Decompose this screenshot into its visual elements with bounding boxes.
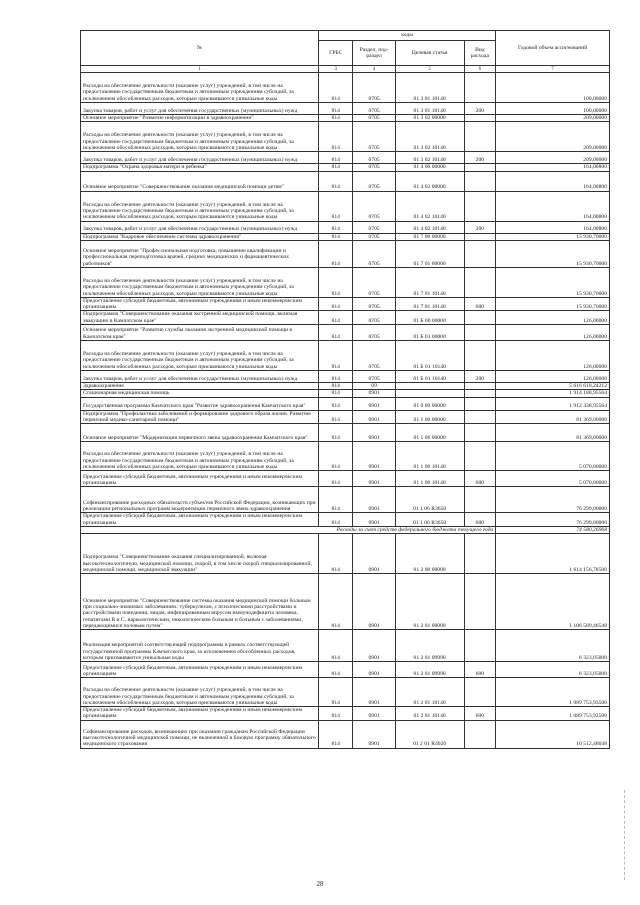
row-target-item: 01 3 02 10140 [395,152,464,164]
row-expense-type [464,678,496,707]
row-amount: 5 616 618,24212 [496,383,610,390]
row-expense-type [464,534,496,574]
row-grbs: 814 [319,534,353,574]
table-row [81,240,610,267]
note-amount: 74 580,26968 [496,526,610,533]
row-amount: 100,00000 [496,73,610,103]
row-section: 0705 [353,267,395,297]
row-name: Здравоохранение [81,383,319,390]
row-grbs: 814 [319,171,353,191]
row-amount: 1 614 156,78500 [496,534,610,574]
row-grbs: 814 [319,341,353,371]
row-grbs: 814 [319,513,353,527]
row-expense-type: 200 [464,152,496,164]
row-grbs: 814 [319,311,353,325]
row-expense-type [464,410,496,424]
row-grbs: 814 [319,410,353,424]
column-number-row [81,66,610,73]
row-section: 0901 [353,707,395,721]
row-grbs: 814 [319,122,353,152]
row-section: 0901 [353,534,395,574]
row-amount: 1 089 753,93500 [496,707,610,721]
row-section: 0901 [353,574,395,630]
row-target-item: 01 2 01 09990 [395,662,464,678]
row-expense-type: 200 [464,221,496,233]
row-amount: 1 089 753,93500 [496,678,610,707]
row-target-item: 01 3 02 00000 [395,115,464,122]
table-row [81,424,610,442]
row-name: Софинансирование расходов, возникающих при оказании гражданам Российской Федерации высокотехнологичной медицинской помощи, не включенной в базовую программу обязательного медицинского страхования [81,720,319,748]
row-section: 0705 [353,152,395,164]
row-expense-type: 600 [464,513,496,527]
table-row [81,152,610,164]
row-name: Предоставление субсидий бюджетным, автономным учреждениям и иным некоммерческим организациям [81,297,319,311]
row-amount: 6 323,05000 [496,630,610,662]
header-expense-type: Вид расхода [464,41,496,66]
row-section: 0705 [353,325,395,341]
table-row [81,122,610,152]
table-row [81,410,610,424]
row-amount: 126,00000 [496,325,610,341]
table-row [81,574,610,630]
row-grbs: 814 [319,397,353,410]
column-number: 1 [81,66,319,73]
table-row [81,171,610,191]
row-expense-type: 600 [464,707,496,721]
row-name: Основное мероприятие "Совершенствование оказания медицинской помощи детям" [81,171,319,191]
table-row [81,371,610,383]
row-grbs: 814 [319,442,353,471]
row-grbs: 814 [319,383,353,390]
row-name: Основное мероприятие "Совершенствование системы оказания медицинской помощи больным при социально-значимых заболеваниях: туберкулезом, с психическими расстройствами и расстройствами поведения, лицам, инфицированным вирусом иммунодефицита человека, гепатитами В и С, наркологическим, онкологическим больным и больным с заболеваниями, передающимися половым путем" [81,574,319,630]
table-row [81,707,610,721]
table-row [81,487,610,513]
row-amount: 1 106 589,46548 [496,574,610,630]
row-grbs: 814 [319,191,353,221]
row-name: Основное мероприятие "Развитие информатизации в здравоохранении" [81,115,319,122]
row-grbs: 814 [319,487,353,513]
row-grbs: 814 [319,424,353,442]
row-amount: 126,00000 [496,371,610,383]
row-section: 09 [353,383,395,390]
row-amount: 10 512,48048 [496,720,610,748]
row-section: 0901 [353,410,395,424]
row-section: 0705 [353,171,395,191]
row-name: Основное мероприятие "Развитие службы оказания экстренной медицинской помощи в Камчатском крае" [81,325,319,341]
row-section: 0901 [353,513,395,527]
table-row [81,390,610,397]
row-name: Государственная программа Камчатского края "Развитие здравоохранения Камчатского края" [81,397,319,410]
table-row [81,471,610,487]
row-target-item: 01 1 06 00000 [395,424,464,442]
row-section: 0901 [353,662,395,678]
row-expense-type [464,191,496,221]
row-name: Расходы на обеспечение деятельности (оказание услуг) учреждений, в том числе на предоставление государственным бюджетным и автономным учреждениям субсидий, за исключением обособленных расходов, которым присваиваются уникальные коды [81,73,319,103]
row-name: Расходы на обеспечение деятельности (оказание услуг) учреждений, в том числе на предоставление государственным бюджетным и автономным учреждениям субсидий, за исключением обособленных расходов, которым присваиваются уникальные коды [81,122,319,152]
row-section: 0901 [353,397,395,410]
row-name: Расходы на обеспечение деятельности (оказание услуг) учреждений, в том числе на предоставление государственным бюджетным и автономным учреждениям субсидий, за исключением обособленных расходов, которым присваиваются уникальные коды [81,267,319,297]
row-amount: 126,00000 [496,341,610,371]
row-grbs: 814 [319,152,353,164]
table-row [81,662,610,678]
row-expense-type [464,390,496,397]
row-amount: 6 323,05000 [496,662,610,678]
table-row [81,534,610,574]
row-section: 0705 [353,103,395,115]
row-target-item: 01 7 01 10140 [395,267,464,297]
row-amount: 126,00000 [496,311,610,325]
table-note-row [81,526,610,533]
table-row [81,191,610,221]
row-amount: 164,00800 [496,164,610,171]
header-section: Раздел, под-раздел [353,41,395,66]
row-amount: 1 912 438,95564 [496,397,610,410]
row-target-item: 01 1 00 00000 [395,410,464,424]
row-name: Подпрограмма "Совершенствование оказания специализированной, включая высокотехнологичную, медицинской помощи, скорой, в том числе скорой специализированной, медицинской помощи, медицинской эвакуации" [81,534,319,574]
row-target-item: 01 4 00 00000 [395,164,464,171]
row-target-item: 01 7 01 10140 [395,297,464,311]
row-expense-type [464,267,496,297]
row-amount: 164,00800 [496,221,610,233]
row-target-item [395,383,464,390]
row-target-item: 01 Б 01 00000 [395,325,464,341]
row-target-item: 01 2 01 10140 [395,707,464,721]
row-amount: 209,00000 [496,152,610,164]
row-expense-type [464,115,496,122]
row-name: Расходы на обеспечение деятельности (оказание услуг) учреждений, в том числе на предоставление государственным бюджетным и автономным учреждениям субсидий, за исключением обособленных расходов, которым присваиваются уникальные коды [81,191,319,221]
row-target-item: 01 1 06 R3650 [395,487,464,513]
row-target-item: 01 7 01 00000 [395,240,464,267]
table-row [81,115,610,122]
row-section: 0705 [353,73,395,103]
row-expense-type [464,164,496,171]
table-row [81,164,610,171]
row-target-item: 01 4 02 00000 [395,171,464,191]
row-grbs: 814 [319,390,353,397]
row-target-item: 01 3 01 10140 [395,103,464,115]
row-section: 0705 [353,341,395,371]
row-name: Расходы на обеспечение деятельности (оказание услуг) учреждений, в том числе на предоставление государственным бюджетным и автономным учреждениям субсидий, за исключением обособленных расходов, которым присваиваются уникальные коды [81,341,319,371]
row-name: Подпрограмма "Охрана здоровья матери и ребенка" [81,164,319,171]
row-expense-type: 600 [464,662,496,678]
row-section: 0705 [353,221,395,233]
row-grbs: 814 [319,678,353,707]
row-section: 0901 [353,424,395,442]
row-name: Подпрограмма "Кадровое обеспечение системы здравоохранения" [81,233,319,240]
row-name: Предоставление субсидий бюджетным, автономным учреждениям и иным некоммерческим организациям [81,707,319,721]
table-row [81,311,610,325]
header-grbs: ГРБС [319,41,353,66]
row-grbs: 814 [319,73,353,103]
row-section: 0901 [353,471,395,487]
row-expense-type [464,720,496,748]
row-section: 0901 [353,720,395,748]
header-number: № [81,31,319,66]
row-target-item: 01 Б 00 00000 [395,311,464,325]
row-amount: 164,00800 [496,171,610,191]
table-row [81,341,610,371]
column-number: 7 [496,66,610,73]
row-grbs: 814 [319,233,353,240]
row-expense-type [464,487,496,513]
margin-mark [624,790,626,880]
row-expense-type: 600 [464,297,496,311]
row-amount: 209,00000 [496,122,610,152]
row-section: 0705 [353,164,395,171]
row-expense-type [464,397,496,410]
row-expense-type [464,383,496,390]
note-text: Расходы за счет средств федерального бюджета текущего года [81,526,496,533]
row-grbs: 814 [319,471,353,487]
row-name: Подпрограмма "Профилактика заболеваний и формирование здорового образа жизни. Развитие первичной медико-санитарной помощи" [81,410,319,424]
row-name: Предоставление субсидий бюджетным, автономным учреждениям и иным некоммерческим организациям [81,471,319,487]
row-expense-type [464,424,496,442]
row-name: Расходы на обеспечение деятельности (оказание услуг) учреждений, в том числе на предоставление государственным бюджетным и автономным учреждениям субсидий, за исключением обособленных расходов, которым присваиваются уникальные коды [81,442,319,471]
row-target-item: 01 1 06 R3650 [395,513,464,527]
row-expense-type [464,233,496,240]
row-target-item: 01 0 00 00000 [395,397,464,410]
column-number: 6 [464,66,496,73]
row-target-item: 01 1 06 10140 [395,442,464,471]
row-amount: 209,00000 [496,115,610,122]
row-name: Основное мероприятие "Профессиональная подготовка, повышение квалификации и профессиональная переподготовка врачей, средних медицинских и фармацевтических работников" [81,240,319,267]
row-expense-type: 600 [464,471,496,487]
row-expense-type: 200 [464,371,496,383]
row-section: 0705 [353,233,395,240]
row-name: Стационарная медицинская помощь [81,390,319,397]
row-section: 0901 [353,442,395,471]
table-row [81,103,610,115]
row-section: 0901 [353,487,395,513]
row-expense-type [464,574,496,630]
row-amount: 15 930,70000 [496,240,610,267]
row-target-item [395,390,464,397]
row-name: Закупка товаров, работ и услуг для обеспечения государственных (муниципальных) нужд [81,371,319,383]
table-row [81,397,610,410]
row-grbs: 814 [319,325,353,341]
row-name: Подпрограмма "Совершенствование оказания экстренной медицинской помощи, включая эвакуацию в Камчатском крае" [81,311,319,325]
row-name: Софинансирование расходных обязательств субъектов Российской Федерации, возникающих при реализации региональных программ модернизации первичного звена здравоохранения [81,487,319,513]
row-target-item: 01 4 02 10140 [395,221,464,233]
row-grbs: 814 [319,115,353,122]
table-row [81,297,610,311]
row-amount: 81 369,00000 [496,410,610,424]
row-expense-type [464,122,496,152]
row-expense-type [464,325,496,341]
table-body [81,73,610,749]
row-section: 0705 [353,115,395,122]
row-expense-type: 200 [464,103,496,115]
row-amount: 164,00800 [496,191,610,221]
table-row [81,73,610,103]
row-name: Реализация мероприятий соответствующей подпрограммы в рамках соответствующей государственной программы Камчатского края, за исключением обособленных расходов, которым присваиваются уникальные коды [81,630,319,662]
row-target-item: 01 7 00 00000 [395,233,464,240]
budget-allocation-table [80,30,610,749]
row-grbs: 814 [319,574,353,630]
row-target-item: 01 2 01 09990 [395,630,464,662]
row-name: Предоставление субсидий бюджетным, автономным учреждениям и иным некоммерческим организациям [81,513,319,527]
row-expense-type [464,171,496,191]
row-target-item: 01 4 02 10140 [395,191,464,221]
row-target-item: 01 2 00 00000 [395,534,464,574]
table-row [81,221,610,233]
header-codes: коды [319,31,496,41]
row-grbs: 814 [319,164,353,171]
row-expense-type [464,341,496,371]
row-expense-type [464,442,496,471]
row-target-item: 01 3 02 10140 [395,122,464,152]
row-grbs: 814 [319,297,353,311]
row-target-item: 01 3 01 10140 [395,73,464,103]
table-row [81,233,610,240]
row-amount: 5 070,00000 [496,442,610,471]
row-grbs: 814 [319,240,353,267]
row-section: 0901 [353,630,395,662]
row-expense-type [464,240,496,267]
row-section: 0705 [353,297,395,311]
row-target-item: 01 2 01 10140 [395,678,464,707]
header-annual-amount: Годовой объем ассигнований [496,31,610,66]
row-name: Закупка товаров, работ и услуг для обеспечения государственных (муниципальных) нужд [81,103,319,115]
row-name: Расходы на обеспечение деятельности (оказание услуг) учреждений, в том числе на предоставление государственным бюджетным и автономным учреждениям субсидий, за исключением обособленных расходов, которым присваиваются уникальные коды [81,678,319,707]
row-amount: 15 930,70000 [496,267,610,297]
table-row [81,267,610,297]
row-section: 0705 [353,371,395,383]
column-number: 4 [353,66,395,73]
row-grbs: 814 [319,103,353,115]
table-row [81,678,610,707]
row-target-item: 01 2 01 R4020 [395,720,464,748]
table-row [81,325,610,341]
row-section: 0705 [353,191,395,221]
row-target-item: 01 1 06 10140 [395,471,464,487]
row-amount: 76 299,00000 [496,487,610,513]
row-section: 0901 [353,390,395,397]
row-grbs: 814 [319,630,353,662]
row-expense-type [464,311,496,325]
row-grbs: 814 [319,221,353,233]
row-grbs: 814 [319,720,353,748]
row-grbs: 814 [319,267,353,297]
row-section: 0705 [353,240,395,267]
row-grbs: 814 [319,662,353,678]
row-amount: 100,00000 [496,103,610,115]
table-row [81,630,610,662]
table-row [81,442,610,471]
row-amount: 15 930,70000 [496,297,610,311]
row-amount: 76 299,00000 [496,513,610,527]
row-amount: 15 930,70000 [496,233,610,240]
row-target-item: 01 Б 01 10140 [395,371,464,383]
row-section: 0705 [353,311,395,325]
table-row [81,720,610,748]
table-row [81,513,610,527]
table-row [81,383,610,390]
row-amount: 5 070,00000 [496,471,610,487]
row-name: Закупка товаров, работ и услуг для обеспечения государственных (муниципальных) нужд [81,221,319,233]
row-target-item: 01 2 01 00000 [395,574,464,630]
row-expense-type [464,73,496,103]
row-name: Предоставление субсидий бюджетным, автономным учреждениям и иным некоммерческим организациям [81,662,319,678]
row-expense-type [464,630,496,662]
column-number: 3 [319,66,353,73]
row-grbs: 814 [319,707,353,721]
row-name: Основное мероприятие "Модернизация первичного звена здравоохранения Камчатского края" [81,424,319,442]
table-header-row [81,31,610,41]
row-amount: 81 369,00000 [496,424,610,442]
row-section: 0901 [353,678,395,707]
row-grbs: 814 [319,371,353,383]
page-number: 28 [316,880,324,888]
row-target-item: 01 Б 01 10140 [395,341,464,371]
row-section: 0705 [353,122,395,152]
row-name: Закупка товаров, работ и услуг для обеспечения государственных (муниципальных) нужд [81,152,319,164]
header-target-item: Целевая статья [395,41,464,66]
row-amount: 1 914 188,95564 [496,390,610,397]
column-number: 5 [395,66,464,73]
